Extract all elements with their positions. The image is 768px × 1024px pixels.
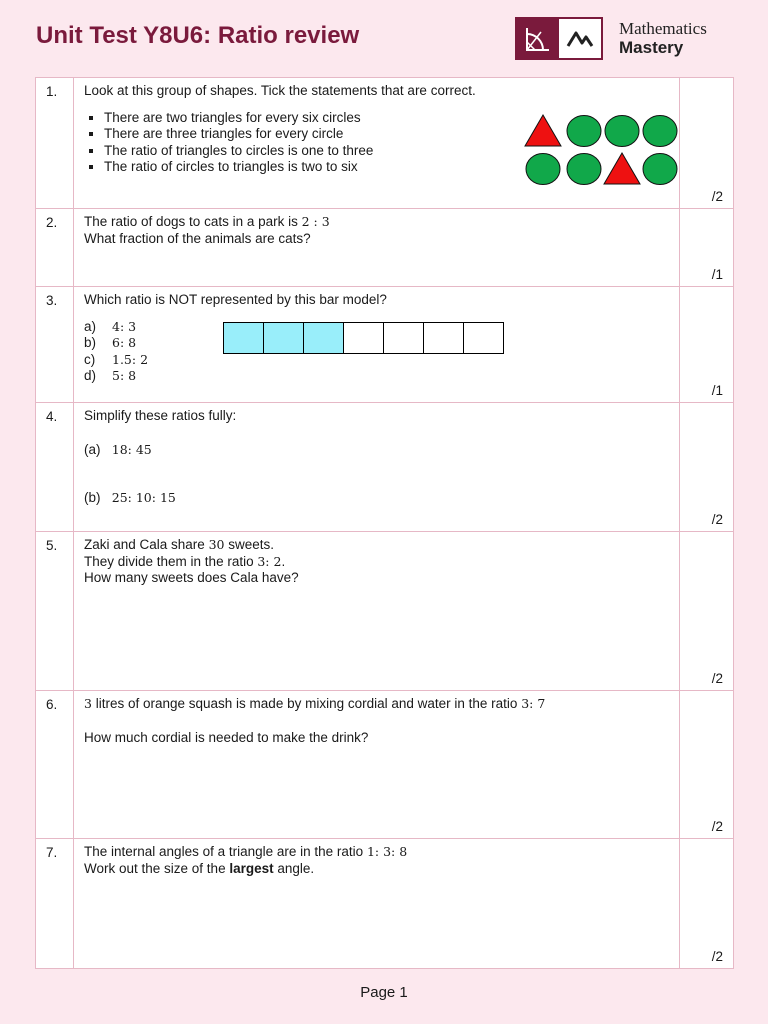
- sub-label: (b): [84, 490, 101, 505]
- brand-name-line1: Mathematics: [619, 19, 707, 38]
- sub-question-a: [84, 442, 669, 459]
- question-text: [84, 696, 669, 713]
- question-row-5: [36, 532, 734, 691]
- page-title: Unit Test Y8U6: Ratio review: [36, 22, 360, 49]
- question-text: How many sweets does Cala have?: [84, 570, 299, 585]
- marks-value: /2: [711, 512, 723, 527]
- option-label: c): [84, 351, 96, 367]
- marks-cell: [680, 78, 734, 209]
- bar-cell-filled: [304, 323, 344, 353]
- question-text-part: sweets.: [228, 537, 275, 552]
- question-6-body: [74, 691, 680, 839]
- question-text: [84, 537, 669, 554]
- question-2-body: [74, 209, 680, 287]
- ratio-value: 2 : 3: [301, 214, 330, 229]
- bar-cell-empty: [384, 323, 424, 353]
- statement-item[interactable]: ▪ The ratio of circles to triangles is two to six: [104, 159, 669, 176]
- shapes-group: [522, 113, 682, 188]
- ratio-value: 25: 10: 15: [111, 490, 176, 505]
- statement-item[interactable]: ▪ There are three triangles for every circle: [104, 126, 669, 143]
- option-label: b): [84, 335, 97, 350]
- question-text-part: Zaki and Cala share: [84, 537, 205, 552]
- marks-cell: [680, 403, 734, 532]
- bar-cell-filled: [264, 323, 304, 353]
- question-text: [84, 554, 669, 571]
- question-text-part: The internal angles of a triangle are in the ratio: [84, 844, 364, 859]
- marks-value: /2: [711, 819, 723, 834]
- marks-cell: [680, 287, 734, 403]
- marks-cell: [680, 209, 734, 287]
- emphasis-text: largest: [229, 860, 274, 876]
- question-text: Which ratio is NOT represented by this bar model?: [84, 292, 387, 307]
- question-text-part: litres of orange squash is made by mixing cordial and water in the ratio: [95, 696, 518, 711]
- question-text: Look at this group of shapes. Tick the statements that are correct.: [84, 83, 476, 98]
- option-value: 6: 8: [112, 335, 137, 350]
- protractor-logo-icon: [517, 19, 559, 58]
- bar-cell-filled: [224, 323, 264, 353]
- circle-shape: [643, 116, 677, 147]
- ratio-value: 18: 45: [111, 441, 152, 457]
- circle-shape: [526, 154, 560, 185]
- circle-shape: [567, 154, 601, 185]
- statement-item[interactable]: ▪ The ratio of triangles to circles is one to three: [104, 143, 669, 160]
- marks-value: /1: [711, 383, 723, 398]
- question-row-3: [36, 287, 734, 403]
- marks-value: /2: [711, 949, 723, 964]
- marks-cell: [680, 691, 734, 839]
- statement-item[interactable]: ▪ There are two triangles for every six circles: [104, 110, 669, 127]
- question-row-2: [36, 209, 734, 287]
- question-text: Simplify these ratios fully:: [84, 408, 237, 423]
- question-text-part: .: [281, 553, 286, 569]
- circle-shape: [605, 116, 639, 147]
- question-number: 4.: [36, 403, 74, 532]
- ratio-value: 3: 7: [521, 696, 546, 711]
- brand-name-line2: Mastery: [619, 38, 684, 57]
- number-value: 3: [84, 696, 92, 711]
- question-number: 2.: [36, 209, 74, 287]
- question-text-part: angle.: [277, 860, 315, 876]
- marks-cell: [680, 839, 734, 969]
- logo: [515, 17, 603, 60]
- page-number: Page 1: [360, 984, 408, 1001]
- bar-cell-empty: [464, 323, 503, 353]
- marks-value: /2: [711, 189, 723, 204]
- question-number: 3.: [36, 287, 74, 403]
- question-4-body: [74, 403, 680, 532]
- number-value: 30: [208, 537, 225, 552]
- question-text: [84, 844, 669, 861]
- circle-shape: [643, 154, 677, 185]
- circle-shape: [567, 116, 601, 147]
- option-value: 4: 3: [112, 318, 137, 334]
- question-row-7: [36, 839, 734, 969]
- question-3-body: [74, 287, 680, 403]
- question-text: How much cordial is needed to make the drink?: [84, 729, 369, 745]
- question-text-part: Work out the size of the: [84, 860, 226, 876]
- bar-cell-empty: [424, 323, 464, 353]
- sub-question-b: [84, 490, 669, 507]
- option-value: 1.5: 2: [112, 351, 149, 367]
- question-number: 7.: [36, 839, 74, 969]
- sub-label: (a): [84, 441, 101, 457]
- ratio-value: 3: 2: [257, 553, 282, 569]
- question-1-body: [74, 78, 680, 209]
- triangle-shape: [525, 115, 561, 146]
- question-text: [84, 861, 669, 878]
- option-label: a): [84, 318, 97, 334]
- option-label: d): [84, 368, 97, 383]
- question-text: [84, 214, 669, 231]
- question-table: [35, 77, 734, 969]
- question-row-4: [36, 403, 734, 532]
- question-row-6: [36, 691, 734, 839]
- triangle-shape: [604, 153, 640, 184]
- marks-cell: [680, 532, 734, 691]
- bar-cell-empty: [344, 323, 384, 353]
- question-5-body: [74, 532, 680, 691]
- marks-value: /1: [711, 267, 723, 282]
- question-text: What fraction of the animals are cats?: [84, 230, 311, 246]
- question-number: 6.: [36, 691, 74, 839]
- question-7-body: [74, 839, 680, 969]
- bar-model: [223, 322, 504, 354]
- mastery-mark-icon: [559, 19, 601, 58]
- question-number: 5.: [36, 532, 74, 691]
- question-row-1: [36, 78, 734, 209]
- question-number: 1.: [36, 78, 74, 209]
- option-value: 5: 8: [112, 368, 137, 383]
- question-text-part: The ratio of dogs to cats in a park is: [84, 214, 298, 229]
- question-text-part: They divide them in the ratio: [84, 553, 254, 569]
- ratio-value: 1: 3: 8: [366, 844, 408, 859]
- option-item[interactable]: [84, 368, 669, 385]
- marks-value: /2: [711, 671, 723, 686]
